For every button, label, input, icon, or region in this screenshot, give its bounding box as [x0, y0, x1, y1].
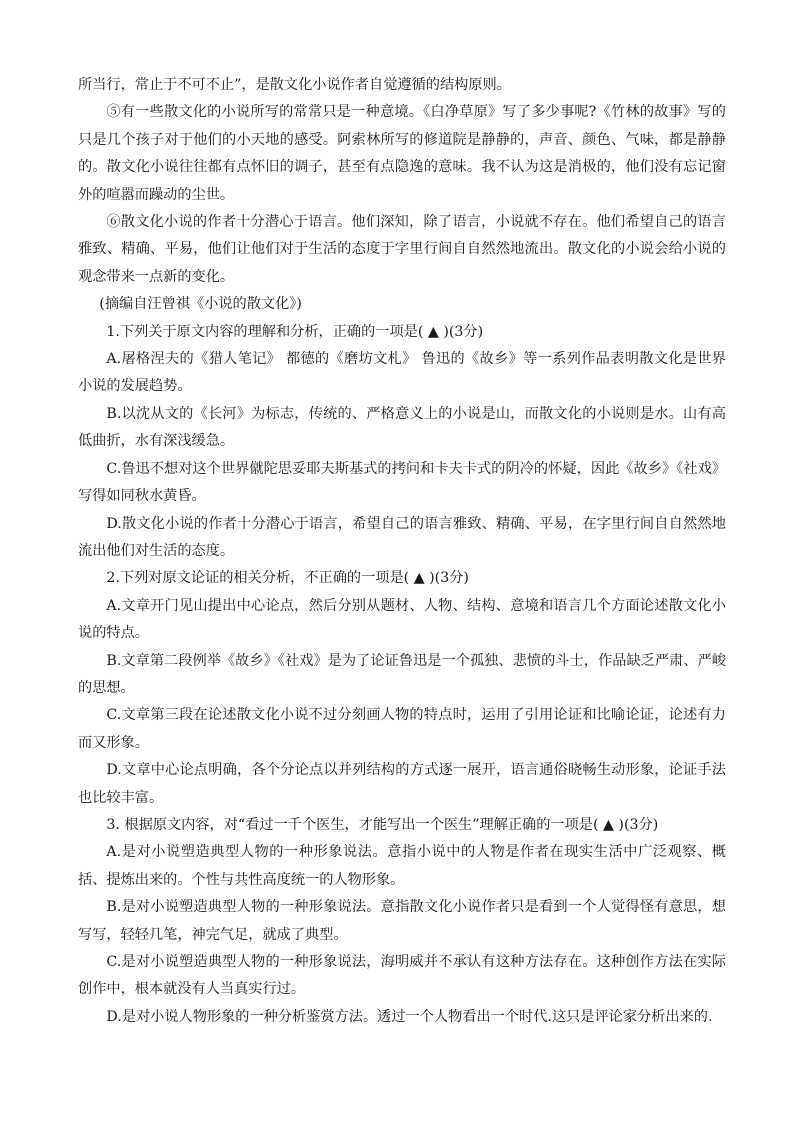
question-3-option-d: D.是对小说人物形象的一种分析鉴赏方法。透过一个人物看出一个时代.这只是评论家分析出来的. [106, 1008, 713, 1025]
question-3-option-c: C.是对小说塑造典型人物的一种形象说法，海明威并不承认有这种方法存在。这种创作方法在实际创作中，根本就没有人当真实行过。 [78, 954, 726, 998]
question-3-option-a: A.是对小说塑造典型人物的一种形象说法。意指小说中的人物是作者在现实生活中广泛观察、概括、提炼出来的。个性与共性高度统一的人物形象。 [78, 844, 726, 888]
question-1-option-a: A.屠格涅夫的《猎人笔记》 都德的《磨坊文札》 鲁迅的《故乡》等一系列作品表明散文化是世界小说的发展趋势。 [78, 351, 726, 395]
question-3-option-b: B.是对小说塑造典型人物的一种形象说法。意指散文化小说作者只是看到一个人觉得怪有意思，想写写，轻轻几笔，神完气足，就成了典型。 [78, 899, 726, 943]
question-2: 2.下列对原文论证的相关分析，不正确的一项是( ▲ )(3分) [106, 570, 469, 587]
question-1-option-d: D.散文化小说的作者十分潜心于语言，希望自己的语言雅致、精确、平易，在字里行间自自然然地流出他们对生活的态度。 [78, 515, 726, 559]
question-2-option-d: D.文章中心论点明确，各个分论点以并列结构的方式逐一展开，语言通俗晓畅生动形象，论证手法也比较丰富。 [78, 762, 726, 806]
paragraph-6: ⑥散文化小说的作者十分潜心于语言。他们深知，除了语言，小说就不存在。他们希望自己的语言雅致、精确、平易，他们让他们对于生活的态度于字里行间自自然然地流出。散文化的小说会给小说的观念带来一点新的变化。 [78, 214, 726, 285]
question-2-option-b: B.文章第二段例举《故乡》《社戏》是为了论证鲁迅是一个孤独、悲愤的斗士，作品缺乏严肃、严峻的思想。 [78, 652, 726, 696]
source-citation: (摘编自汪曾祺《小说的散文化》) [99, 296, 302, 313]
question-1-option-b: B.以沈从文的《长河》为标志，传统的、严格意义上的小说是山，而散文化的小说则是水。山有高低曲折，水有深浅缓急。 [78, 405, 726, 450]
question-2-option-a: A.文章开门见山提出中心论点，然后分别从题材、人物、结构、意境和语言几个方面论述散文化小说的特点。 [78, 597, 726, 642]
question-1: 1.下列关于原文内容的理解和分析，正确的一项是( ▲ )(3分) [106, 323, 484, 340]
document-page [78, 72, 726, 1031]
question-3: 3. 根据原文内容，对“看过一千个医生，才能写出一个医生”理解正确的一项是( ▲ )(3分) [106, 816, 659, 833]
question-2-option-c: C.文章第三段在论述散文化小说不过分刻画人物的特点时，运用了引用论证和比喻论证，论述有力而又形象。 [78, 707, 726, 751]
question-1-option-c: C.鲁迅不想对这个世界僦陀思妥耶夫斯基式的拷问和卡夫卡式的阴冷的怀疑，因此《故乡》《社戏》写得如同秋水黄昏。 [78, 460, 726, 505]
paragraph-5: ⑤有一些散文化的小说所写的常常只是一种意境。《白净草原》写了多少事呢?《竹林的故事》写的只是几个孩子对于他们的小天地的感受。阿索林所写的修道院是静静的，声音、颜色、气味，都是静静的。散文化小说往往都有点怀旧的调子，甚至有点隐逸的意味。我不认为这是消极的，他们没有忘记窗外的喧嚣而躁动的尘世。 [78, 104, 726, 203]
paragraph-continued: 所当行，常止于不可不止”，是散文化小说作者自觉遵循的结构原则。 [78, 77, 511, 93]
